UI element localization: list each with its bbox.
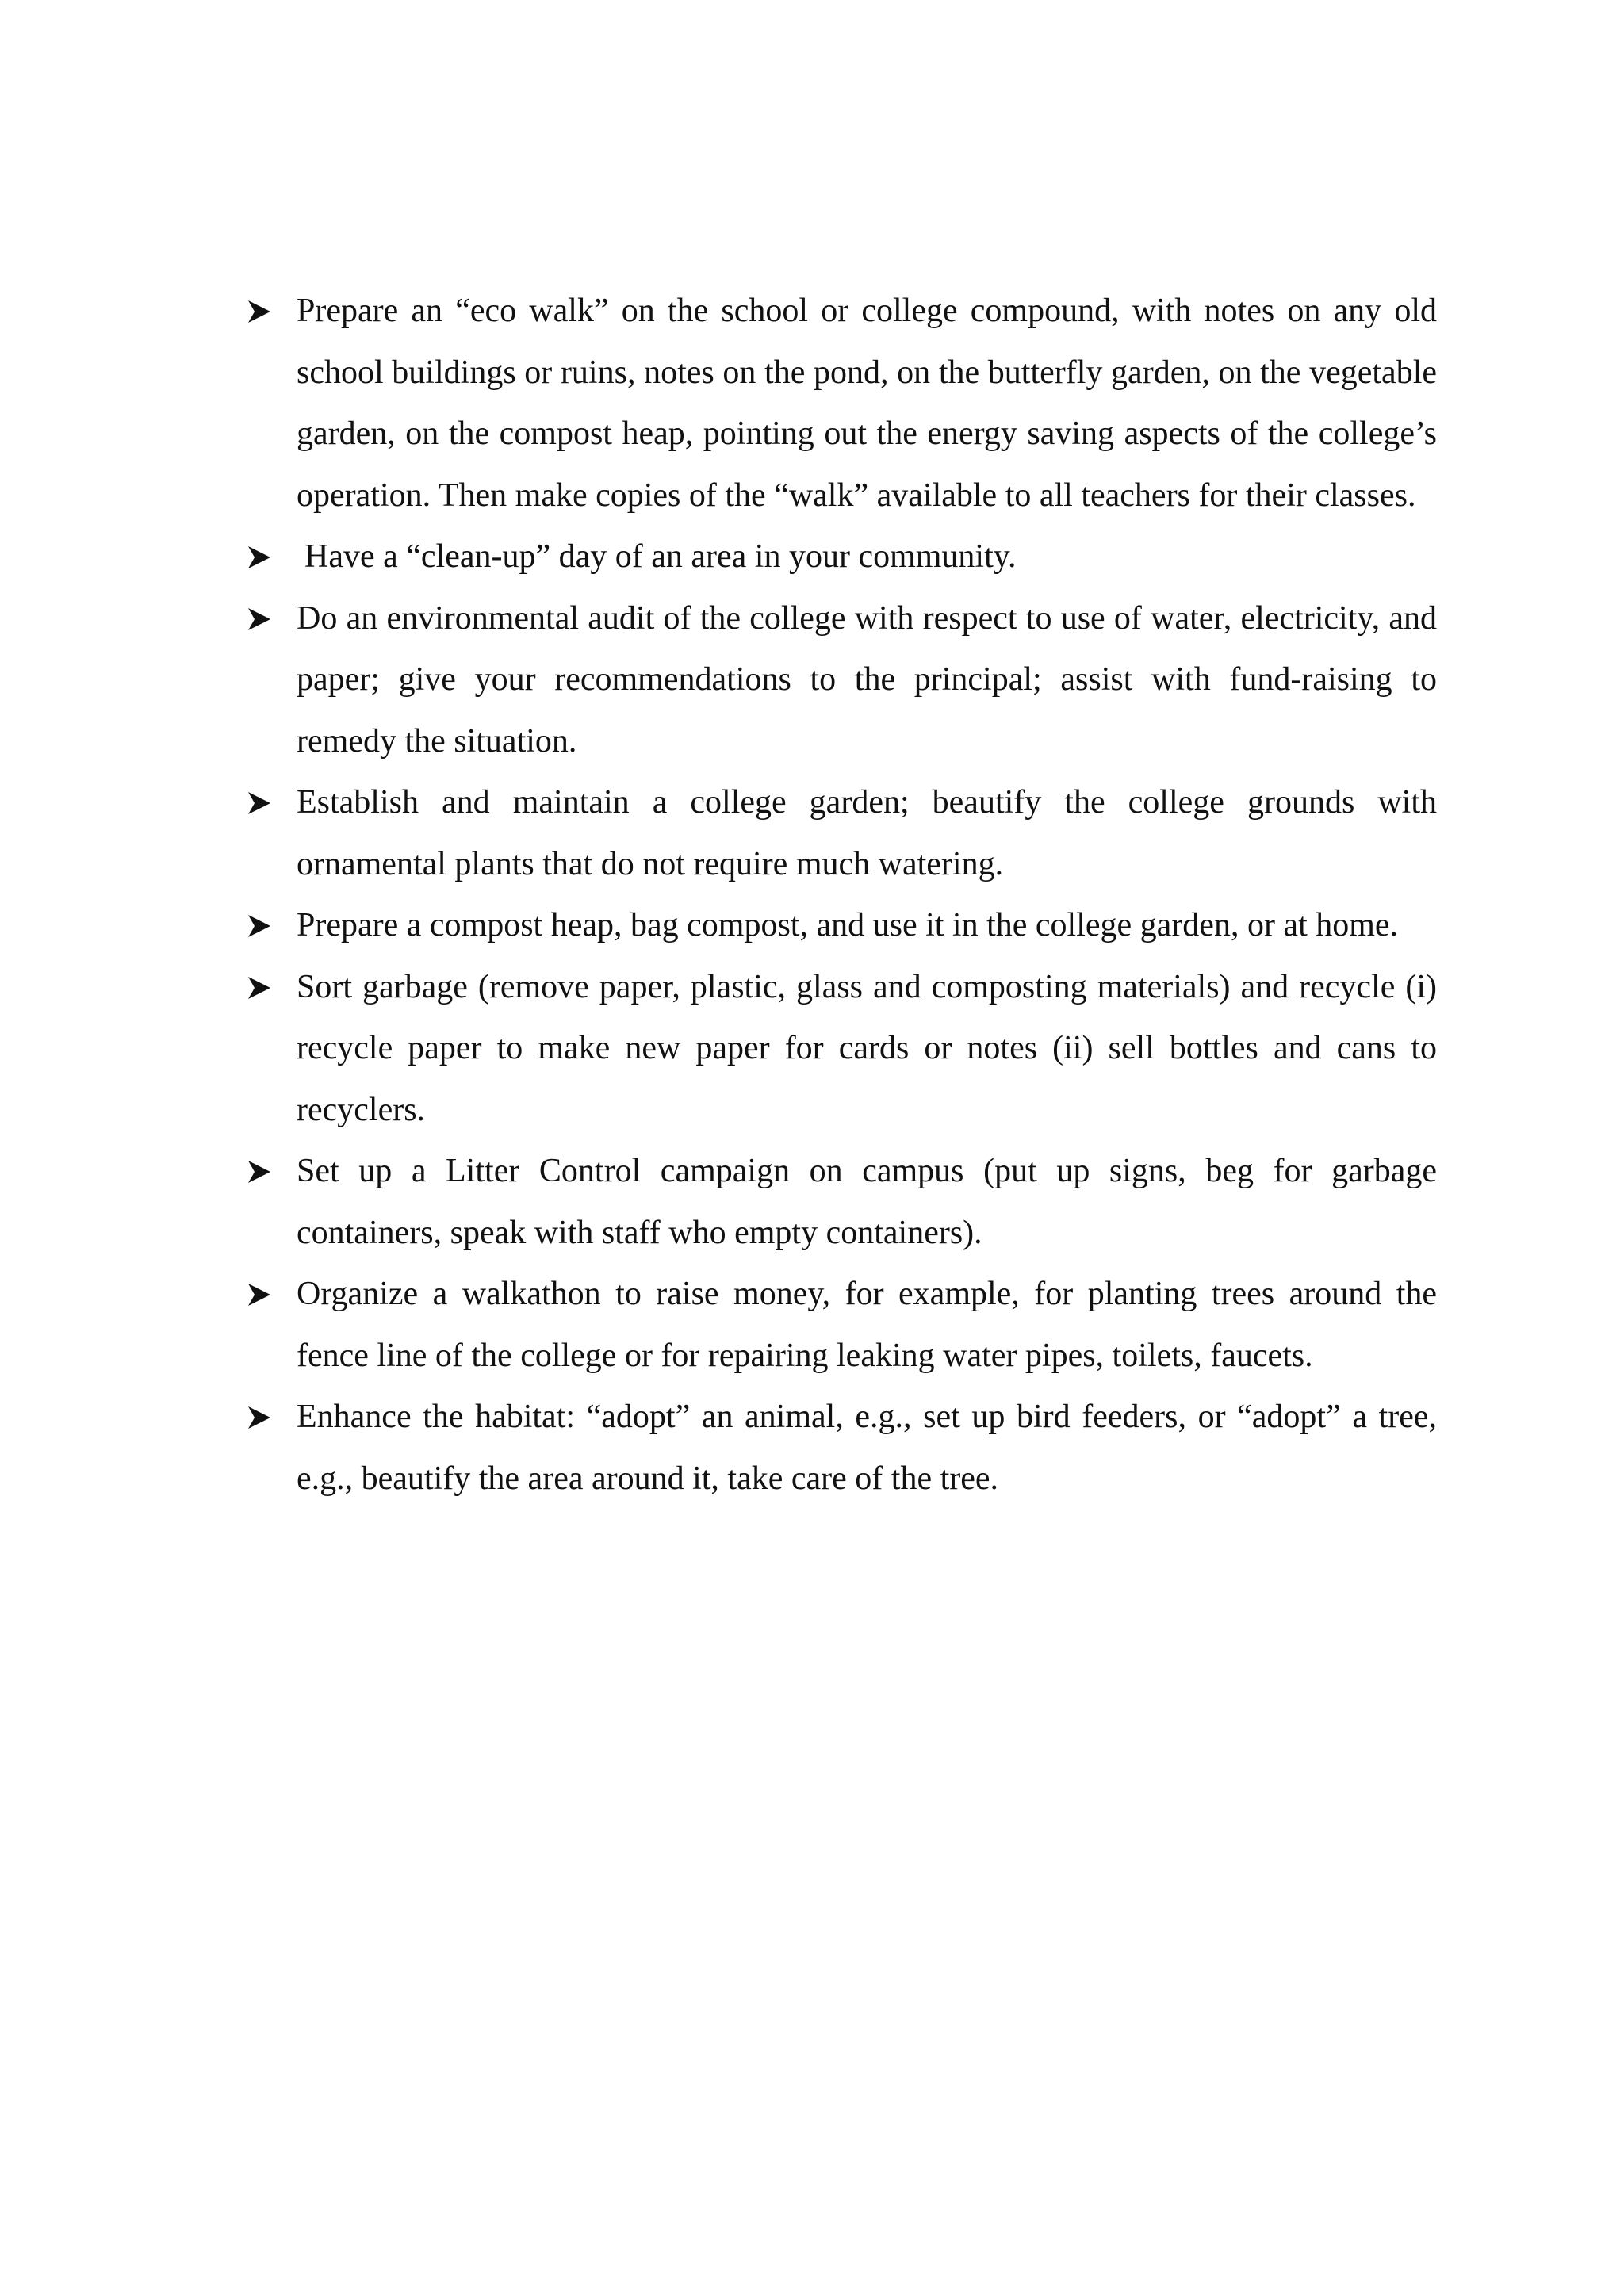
list-item-text: Have a “clean-up” day of an area in your community. [304,538,1017,575]
list-item-text: Organize a walkathon to raise money, for example, for planting trees around the fence line of the college or for repairing leaking water pipes, toilets, faucets. [297,1276,1437,1374]
arrowhead-bullet-icon [247,957,279,1019]
list-item [238,1387,1437,1510]
list-item-text: Set up a Litter Control campaign on campus (put up signs, beg for garbage containers, speak with staff who empty containers). [297,1153,1437,1251]
activity-bullet-list [238,281,1437,1510]
arrowhead-bullet-icon [247,1141,279,1203]
list-item-text: Establish and maintain a college garden; beautify the college grounds with ornamental plants that do not require much watering. [297,784,1437,882]
list-item-text: Do an environmental audit of the college with respect to use of water, electricity, and paper; give your recommendations to the principal; assist with fund-raising to remedy the situation. [297,599,1437,760]
list-item-text: Enhance the habitat: “adopt” an animal, e.g., set up bird feeders, or “adopt” a tree, e.g., beautify the area around it, take care of the tree. [297,1399,1437,1497]
arrowhead-bullet-icon [247,526,279,588]
list-item [238,895,1437,957]
list-item [238,588,1437,773]
list-item [238,1141,1437,1264]
list-item [238,1264,1437,1387]
list-item [238,526,1437,588]
list-item [238,772,1437,895]
arrowhead-bullet-icon [247,895,279,957]
arrowhead-bullet-icon [247,1387,279,1448]
arrowhead-bullet-icon [247,588,279,650]
list-item-text: Sort garbage (remove paper, plastic, glass and composting materials) and recycle (i) recycle paper to make new paper for cards or notes (ii) sell bottles and cans to recyclers. [297,968,1437,1128]
list-item [238,281,1437,526]
arrowhead-bullet-icon [247,1264,279,1326]
arrowhead-bullet-icon [247,772,279,834]
list-item [238,957,1437,1142]
list-item-text: Prepare an “eco walk” on the school or college compound, with notes on any old school buildings or ruins, notes on the pond, on the butterfly garden, on the vegetable garden, on the compost heap, pointing out the energy saving aspects of the college’s operation. Then make copies of the “walk” available to all teachers for their classes. [297,293,1437,514]
list-item-text: Prepare a compost heap, bag compost, and use it in the college garden, or at home. [297,907,1399,943]
arrowhead-bullet-icon [247,281,279,342]
